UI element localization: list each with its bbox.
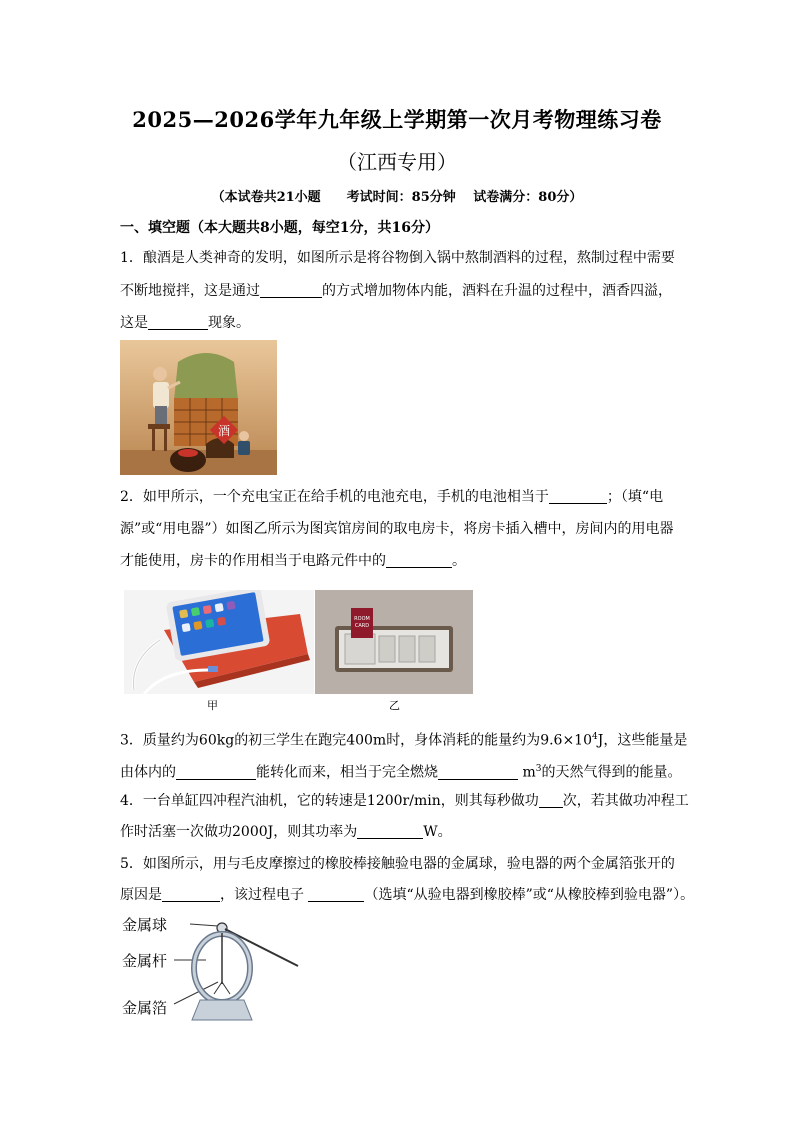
q4-text: ，则其每秒做功: [440, 793, 539, 809]
q4-line-2: [120, 823, 452, 841]
q3-text: 的初三学生在跑完: [234, 732, 347, 749]
q3-text: 400m: [346, 732, 387, 749]
q2-line-2: 源”或“用电器”）如图乙所示为图宾馆房间的取电房卡，将房卡插入槽中，房间内的用电器: [120, 521, 674, 537]
q3-text: 的天然气得到的能量。: [541, 764, 682, 781]
q3-text: 3．质量约为: [120, 732, 199, 749]
q5-text: （选填“从验电器到橡胶棒”或“从橡胶棒到验电器”）。: [364, 887, 695, 903]
q2-line-3: [120, 552, 466, 570]
q2-caption-a: 甲: [207, 699, 218, 712]
q5-text: 原因是: [120, 887, 162, 903]
q3-blank-1[interactable]: [176, 765, 256, 780]
q2-line-1: [120, 488, 663, 506]
exam-title: 2025—2026学年九年级上学期第一次月考物理练习卷: [132, 107, 662, 132]
q2-text: ；（填“电: [606, 489, 664, 505]
exam-info: （本试卷共21小题 考试时间：85分钟 试卷满分：80分）: [211, 190, 583, 205]
card-text-2: CARD: [354, 623, 370, 629]
q1-line-1: 1．酿酒是人类神奇的发明，如图所示是将谷物倒入锅中熬制酒料的过程，熬制过程中需要: [120, 250, 675, 266]
q3-text: 时，身体消耗的能量约为: [386, 732, 541, 749]
q3-line-1: [120, 728, 687, 750]
q1-blank-1[interactable]: [260, 283, 322, 298]
q3-text: 60kg: [198, 732, 235, 749]
q3-text: 由体内的: [120, 764, 176, 781]
q3-exponent: 3: [535, 764, 542, 774]
electroscope-diagram: [160, 910, 305, 1030]
q3-text: 能转化而来，相当于完全燃烧: [256, 764, 438, 781]
q4-text: 2000J: [232, 824, 274, 840]
q1-line-2: [120, 282, 672, 300]
q4-text: 1200r/min: [366, 793, 441, 809]
q2-caption-b: 乙: [389, 699, 400, 712]
q5-text: ，该过程电子: [220, 887, 309, 903]
q2-text: 。: [452, 553, 466, 569]
q1-line-3: [120, 314, 250, 332]
q4-line-1: [120, 792, 689, 810]
q2-roomcard-image: [315, 590, 473, 694]
q4-text: 作时活塞一次做功: [120, 824, 232, 840]
q4-text: W。: [423, 824, 452, 840]
q4-text: ，则其功率为: [273, 824, 358, 840]
q1-blank-2[interactable]: [148, 315, 208, 330]
section-heading-fill-in: 一、填空题（本大题共8小题，每空1分，共16分）: [120, 220, 439, 236]
q1-text: 这是: [120, 315, 148, 331]
q2-blank-2[interactable]: [386, 553, 452, 568]
q4-text: 次，若其做功冲程工: [562, 793, 689, 809]
q4-blank-2[interactable]: [357, 824, 423, 839]
q1-text: 不断地搅拌，这是通过: [120, 283, 260, 299]
q4-text: 4．一台单缸四冲程汽油机，它的转速是: [120, 793, 367, 809]
q3-exponent: 4: [592, 732, 598, 742]
label-metal-rod: 金属杆: [122, 952, 168, 970]
q5-blank-1[interactable]: [162, 887, 220, 902]
q3-text: 9.6×10: [540, 732, 592, 749]
exam-subtitle: （江西专用）: [337, 150, 457, 174]
q3-text: m: [518, 764, 536, 781]
q5-line-1: 5．如图所示，用与毛皮摩擦过的橡胶棒接触验电器的金属球，验电器的两个金属箔张开的: [120, 856, 675, 872]
label-metal-ball: 金属球: [122, 916, 168, 934]
label-metal-foil: 金属箔: [122, 999, 168, 1017]
q1-jar-label: 酒: [217, 424, 231, 438]
q1-text: 的方式增加物体内能，酒料在升温的过程中，酒香四溢，: [322, 283, 672, 299]
q5-blank-2[interactable]: [308, 887, 364, 902]
q4-blank-1[interactable]: [539, 793, 563, 808]
q2-blank-1[interactable]: [549, 489, 607, 504]
q1-text: 现象。: [208, 315, 250, 331]
q5-line-2: [120, 886, 694, 904]
q3-blank-2[interactable]: [438, 765, 518, 780]
q1-brewing-image: [120, 340, 277, 475]
q2-text: 才能使用，房卡的作用相当于电路元件中的: [120, 553, 386, 569]
q2-text: 2．如甲所示，一个充电宝正在给手机的电池充电，手机的电池相当于: [120, 489, 549, 505]
q3-line-2: [120, 760, 681, 782]
q2-powerbank-image: [124, 590, 314, 694]
q3-text: J，这些能量是: [597, 732, 688, 749]
card-text-1: ROOM: [354, 616, 370, 622]
